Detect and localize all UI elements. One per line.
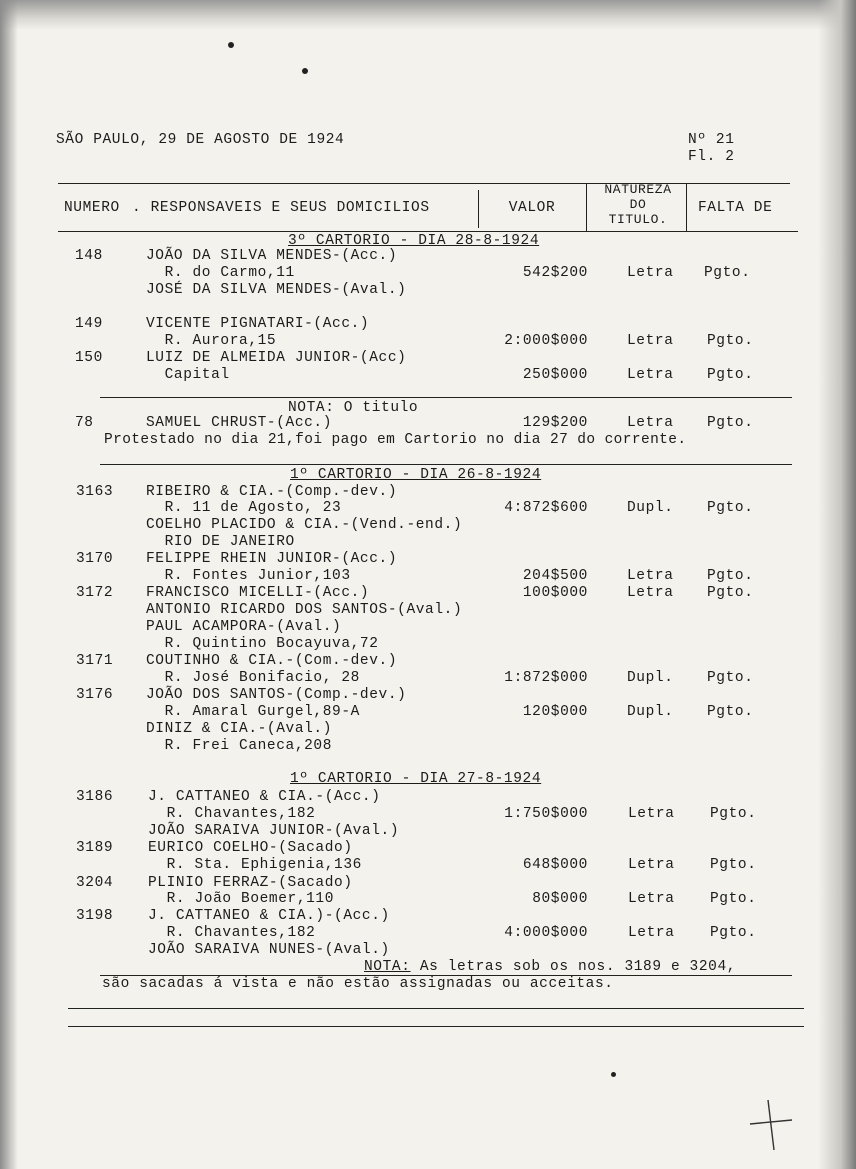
cross-stroke [768,1100,774,1150]
col-numero: NUMERO [64,200,120,216]
entry-falta: Pgto. [704,265,751,281]
entry-falta: Pgto. [707,415,754,431]
entry-falta: Pgto. [707,670,754,686]
entry-titulo: Letra [628,857,675,873]
entry-line: COUTINHO & CIA.-(Com.-dev.) [146,653,398,669]
entry-line: R. Chavantes,182 [148,925,316,941]
entry-falta: Pgto. [707,568,754,584]
entry-valor: 4:872$600 [504,500,588,516]
entry-titulo: Letra [628,806,675,822]
entry-number: 3189 [76,840,114,856]
entry-falta: Pgto. [707,367,754,383]
entry-falta: Pgto. [710,806,757,822]
sheet-number: Fl. 2 [688,149,735,165]
entry-valor: 80$000 [532,891,588,907]
section-heading: 3º CARTORIO - DIA 28-8-1924 [288,233,540,249]
entry-number: 3170 [76,551,114,567]
entry-line: R. Sta. Ephigenia,136 [148,857,362,873]
entry-line: JOÃO DOS SANTOS-(Comp.-dev.) [146,687,407,703]
entry-line: R. José Bonifacio, 28 [146,670,360,686]
closing-rule [68,1008,804,1009]
ink-speck [611,1072,616,1077]
entry-number: 3204 [76,875,114,891]
entry-line: R. do Carmo,11 [146,265,295,281]
pencil-cross-mark [746,1098,796,1154]
entry-valor: 120$000 [522,704,588,720]
note-text: Protestado no dia 21,foi pago em Cartorio no dia 27 do corrente. [104,432,687,448]
entry-line: J. CATTANEO & CIA.)-(Acc.) [148,908,390,924]
note-text: As letras sob os nos. 3189 e 3204, [410,959,737,975]
entry-line: R. João Boemer,110 [148,891,335,907]
header-rule-bottom [58,231,798,232]
ink-speck [302,68,308,74]
col-falta: FALTA DE [698,200,773,216]
entry-line: JOÃO SARAIVA NUNES-(Aval.) [148,942,390,958]
entry-line: RIBEIRO & CIA.-(Comp.-dev.) [146,484,398,500]
entry-line: R. Fontes Junior,103 [146,568,351,584]
entry-line: FELIPPE RHEIN JUNIOR-(Acc.) [146,551,398,567]
entry-titulo: Letra [628,891,675,907]
entry-line: FRANCISCO MICELLI-(Acc.) [146,585,370,601]
col-divider [686,183,687,231]
entry-valor: 648$000 [522,857,588,873]
entry-line: R. Chavantes,182 [148,806,316,822]
entry-valor: 1:872$000 [504,670,588,686]
entry-valor: 1:750$000 [504,806,588,822]
entry-line: PLINIO FERRAZ-(Sacado) [148,875,353,891]
entry-number: 148 [75,248,103,264]
entry-valor: 2:000$000 [504,333,588,349]
entry-titulo: Letra [627,265,674,281]
scan-edge-top [0,0,856,30]
col-divider [478,190,479,228]
entry-line: PAUL ACAMPORA-(Aval.) [146,619,342,635]
entry-titulo: Letra [627,585,674,601]
entry-falta: Pgto. [710,857,757,873]
note-text: são sacadas á vista e não estão assignadas ou acceitas. [102,976,614,992]
entry-falta: Pgto. [707,704,754,720]
entry-line: JOSÉ DA SILVA MENDES-(Aval.) [146,282,407,298]
entry-line: DINIZ & CIA.-(Aval.) [146,721,333,737]
entry-number: 3172 [76,585,114,601]
entry-line: JOÃO SARAIVA JUNIOR-(Aval.) [148,823,400,839]
entry-line: VICENTE PIGNATARI-(Acc.) [146,316,370,332]
col-natureza: NATUREZA DO TITULO. [604,182,672,227]
section-rule [100,464,792,465]
scan-edge-right [818,0,856,1169]
entry-line: EURICO COELHO-(Sacado) [148,840,353,856]
entry-falta: Pgto. [707,585,754,601]
final-note [364,959,736,976]
entry-valor: 250$000 [522,367,588,383]
entry-falta: Pgto. [710,925,757,941]
entry-falta: Pgto. [710,891,757,907]
col-divider [586,183,587,231]
entry-number: 3171 [76,653,114,669]
entry-line: JOÃO DA SILVA MENDES-(Acc.) [146,248,398,264]
document-number: Nº 21 [688,132,735,148]
entry-falta: Pgto. [707,500,754,516]
section-rule [100,397,792,398]
entry-titulo: Letra [627,415,674,431]
entry-number: 149 [75,316,103,332]
entry-number: 78 [75,415,94,431]
entry-number: 150 [75,350,103,366]
col-valor: VALOR [508,200,556,216]
note-label: NOTA: [364,959,411,975]
section-heading: 1º CARTORIO - DIA 26-8-1924 [290,467,542,483]
scan-edge-left [0,0,18,1169]
entry-titulo: Letra [627,333,674,349]
entry-line: COELHO PLACIDO & CIA.-(Vend.-end.) [146,517,463,533]
entry-number: 3163 [76,484,114,500]
entry-line: SAMUEL CHRUST-(Acc.) [146,415,333,431]
entry-titulo: Dupl. [627,670,674,686]
entry-line: R. 11 de Agosto, 23 [146,500,342,516]
entry-line: R. Frei Caneca,208 [146,738,333,754]
entry-line: ANTONIO RICARDO DOS SANTOS-(Aval.) [146,602,463,618]
entry-titulo: Letra [627,367,674,383]
entry-titulo: Dupl. [627,704,674,720]
entry-falta: Pgto. [707,333,754,349]
entry-line: R. Amaral Gurgel,89-A [146,704,360,720]
note-heading: NOTA: O titulo [288,400,419,416]
entry-number: 3198 [76,908,114,924]
entry-titulo: Letra [628,925,675,941]
entry-line: J. CATTANEO & CIA.-(Acc.) [148,789,381,805]
ink-speck [228,42,234,48]
entry-number: 3176 [76,687,114,703]
place-date: SÃO PAULO, 29 DE AGOSTO DE 1924 [56,132,345,148]
entry-valor: 204$500 [522,568,588,584]
entry-valor: 542$200 [522,265,588,281]
entry-line: Capital [146,367,230,383]
entry-valor: 100$000 [522,585,588,601]
section-heading: 1º CARTORIO - DIA 27-8-1924 [290,771,542,787]
entry-number: 3186 [76,789,114,805]
entry-line: LUIZ DE ALMEIDA JUNIOR-(Acc) [146,350,407,366]
entry-line: R. Quintino Bocayuva,72 [146,636,379,652]
closing-rule [68,1026,804,1027]
entry-valor: 129$200 [522,415,588,431]
entry-line: RIO DE JANEIRO [146,534,295,550]
col-responsaveis: . RESPONSAVEIS E SEUS DOMICILIOS [132,200,430,216]
entry-titulo: Letra [627,568,674,584]
entry-titulo: Dupl. [627,500,674,516]
entry-valor: 4:000$000 [504,925,588,941]
entry-line: R. Aurora,15 [146,333,277,349]
